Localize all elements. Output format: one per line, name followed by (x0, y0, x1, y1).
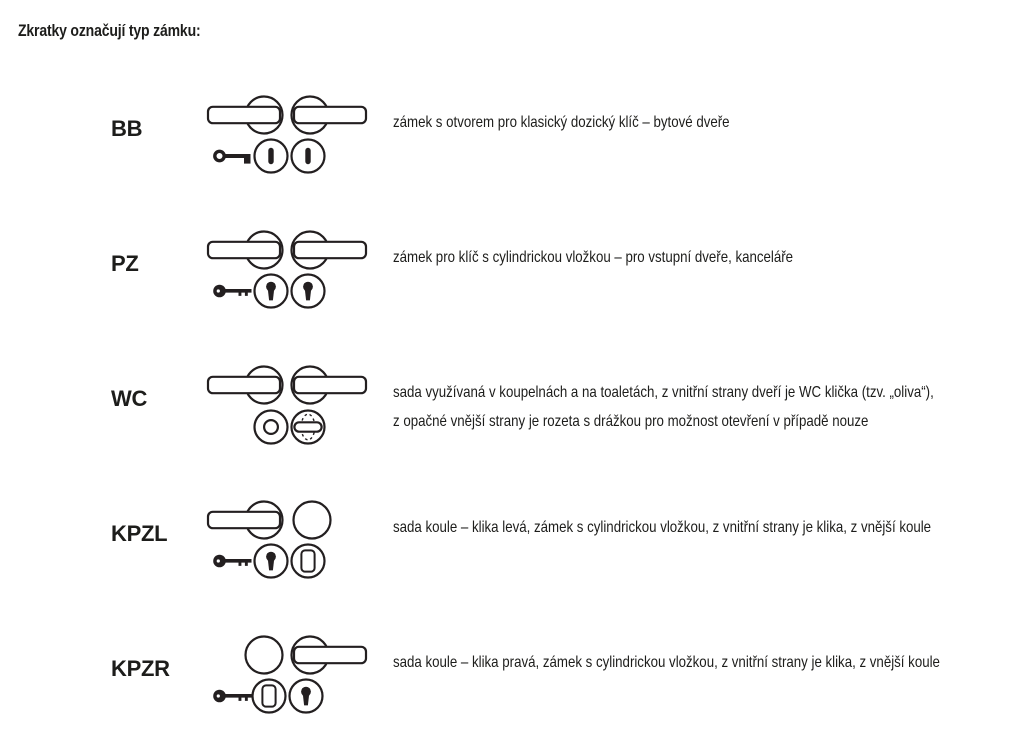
lock-description (393, 648, 940, 677)
lock-description (393, 243, 793, 272)
bb-keyhole-rosette-icon (292, 140, 325, 173)
kpzr-lockset-diagram (204, 630, 384, 716)
pz-keyhole-rosette-icon (255, 545, 288, 578)
pz-keyhole-rosette-icon (292, 275, 325, 308)
description-line: zámek s otvorem pro klasický dozický klíč – bytové dveře (393, 114, 730, 131)
lever-handle-left-icon (208, 232, 283, 269)
lever-handle-right-icon (292, 232, 367, 269)
lock-description (393, 108, 730, 137)
description-line: sada využívaná v koupelnách a na toaletách, z vnitřní strany dveří je WC klička (tzv. „oliva“), (393, 384, 934, 401)
wc-oliva-turn-rosette-icon (292, 411, 325, 444)
slotted-emergency-rosette-icon (255, 411, 288, 444)
lock-code-label: BB (111, 116, 143, 141)
description-line: zámek pro klíč s cylindrickou vložkou – pro vstupní dveře, kanceláře (393, 249, 794, 266)
pz-lockset-diagram (204, 225, 384, 311)
lock-type-row-kpzl (0, 495, 1011, 630)
lock-code-label: PZ (111, 251, 139, 276)
wc-lockset-diagram (204, 360, 384, 446)
lock-code-label: WC (111, 386, 148, 411)
lock-code-label: KPZR (111, 656, 170, 681)
page-title: Zkratky označují typ zámku: (18, 22, 201, 40)
lock-description (393, 378, 934, 436)
cylinder-key-icon (213, 690, 251, 703)
door-knob-icon (294, 502, 331, 539)
lever-handle-left-icon (208, 502, 283, 539)
lever-handle-left-icon (208, 97, 283, 134)
blind-rosette-icon (292, 545, 325, 578)
bb-keyhole-rosette-icon (255, 140, 288, 173)
lever-handle-left-icon (208, 367, 283, 404)
blind-rosette-icon (253, 680, 286, 713)
cylinder-key-icon (213, 555, 251, 568)
lock-type-row-pz (0, 225, 1011, 360)
lever-handle-right-icon (292, 97, 367, 134)
lever-handle-right-icon (292, 367, 367, 404)
lock-code-label: KPZL (111, 521, 168, 546)
description-line: z opačné vnější strany je rozeta s drážkou pro možnost otevření v případě nouze (393, 413, 869, 430)
door-knob-icon (246, 637, 283, 674)
lock-type-row-bb (0, 90, 1011, 225)
lock-type-row-wc (0, 360, 1011, 495)
bb-lockset-diagram (204, 90, 384, 176)
pz-keyhole-rosette-icon (290, 680, 323, 713)
description-line: sada koule – klika levá, zámek s cylindrickou vložkou, z vnitřní strany je klika, z vnější koule (393, 519, 932, 536)
classic-key-icon (215, 151, 251, 163)
pz-keyhole-rosette-icon (255, 275, 288, 308)
lock-type-row-kpzr (0, 630, 1011, 732)
kpzl-lockset-diagram (204, 495, 384, 581)
lever-handle-right-icon (292, 637, 367, 674)
lock-description (393, 513, 931, 542)
cylinder-key-icon (213, 285, 251, 298)
description-line: sada koule – klika pravá, zámek s cylindrickou vložkou, z vnitřní strany je klika, z vnější koule (393, 654, 940, 671)
